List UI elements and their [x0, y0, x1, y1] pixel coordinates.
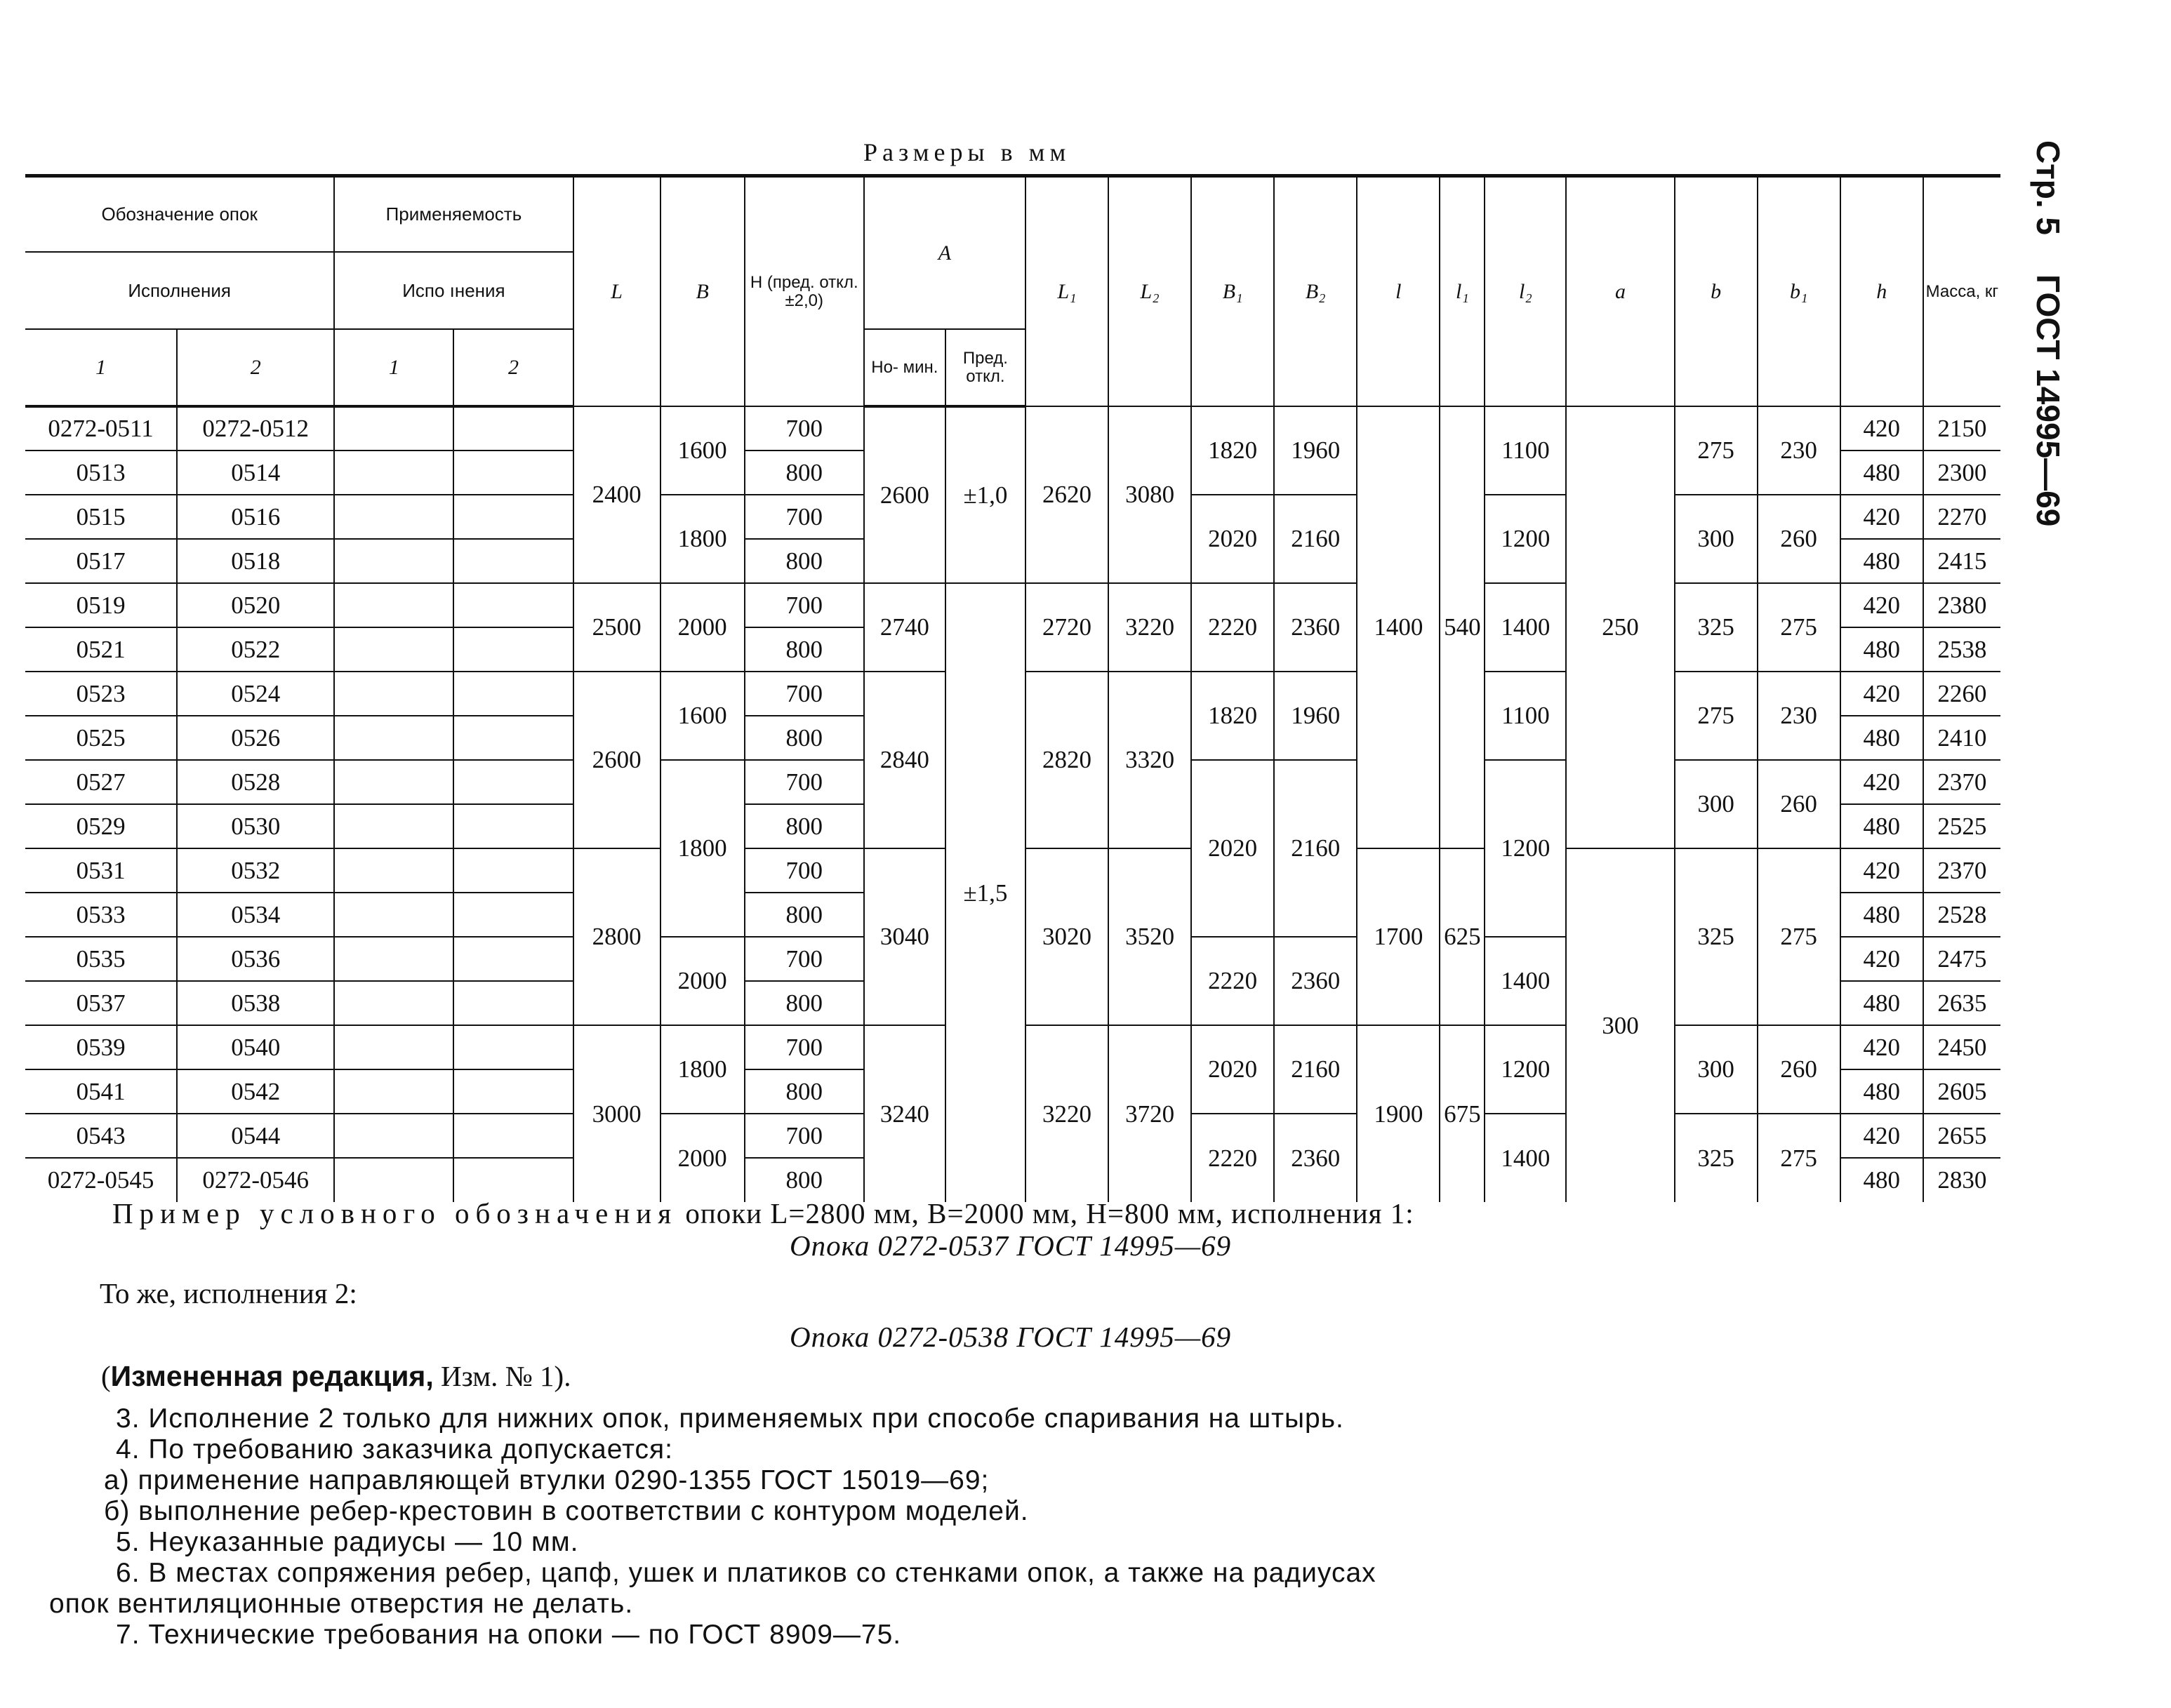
designation-2: 0540 [177, 1025, 334, 1069]
L2-cell: 3320 [1108, 672, 1191, 848]
l1-cell: 675 [1440, 1025, 1485, 1202]
b1-cell: 275 [1758, 583, 1840, 672]
applicability-1 [334, 539, 453, 583]
A-deviation-header: Пред. откл. [945, 329, 1025, 406]
applicability-1 [334, 495, 453, 539]
b1-cell: 275 [1758, 848, 1840, 1025]
l2-cell: 1200 [1485, 1025, 1566, 1114]
mass-cell: 2150 [1923, 406, 2000, 451]
designation-1: 0521 [25, 627, 177, 672]
designation-1: 0543 [25, 1114, 177, 1158]
mass-cell: 2380 [1923, 583, 2000, 627]
applicability-2 [453, 672, 573, 716]
h-cell: 420 [1840, 672, 1923, 716]
H-cell: 700 [745, 1025, 864, 1069]
applicability-1 [334, 848, 453, 893]
applicability-2 [453, 716, 573, 760]
designation-2: 0532 [177, 848, 334, 893]
applicability-2 [453, 760, 573, 804]
B1-cell: 1820 [1191, 672, 1274, 760]
note-3: 3. Исполнение 2 только для нижних опок, применяемых при способе спаривания на штырь. [116, 1403, 1344, 1434]
b-cell: 275 [1675, 672, 1758, 760]
B1-header: B₁ [1191, 178, 1274, 406]
L-cell: 2800 [573, 848, 660, 1025]
B1-cell: 2020 [1191, 760, 1274, 937]
applicability-2 [453, 406, 573, 451]
applicability-2 [453, 937, 573, 981]
designation-1: 0515 [25, 495, 177, 539]
h-cell: 480 [1840, 893, 1923, 937]
L2-cell: 3520 [1108, 848, 1191, 1025]
designation-2: 0518 [177, 539, 334, 583]
H-cell: 800 [745, 893, 864, 937]
applicability-2 [453, 893, 573, 937]
H-cell: 800 [745, 804, 864, 848]
B2-cell: 2360 [1274, 1114, 1357, 1202]
applicability-1 [334, 937, 453, 981]
A-header: A [864, 178, 1025, 329]
A-nominal-cell: 3040 [864, 848, 945, 1025]
h-header: h [1840, 178, 1923, 406]
edition-rest: Изм. № 1). [441, 1360, 571, 1392]
H-cell: 700 [745, 760, 864, 804]
designation-2: 0520 [177, 583, 334, 627]
mass-cell: 2538 [1923, 627, 2000, 672]
l2-cell: 1100 [1485, 672, 1566, 760]
h-cell: 480 [1840, 627, 1923, 672]
applicability-2 [453, 627, 573, 672]
h-cell: 420 [1840, 495, 1923, 539]
mass-cell: 2635 [1923, 981, 2000, 1025]
note-4b: б) выполнение ребер-крестовин в соответствии с контуром моделей. [104, 1496, 1029, 1526]
mass-cell: 2410 [1923, 716, 2000, 760]
b-cell: 325 [1675, 583, 1758, 672]
designation-1: 0535 [25, 937, 177, 981]
note-6-cont: опок вентиляционные отверстия не делать. [49, 1589, 634, 1619]
designation-1: 0539 [25, 1025, 177, 1069]
applicability-2 [453, 495, 573, 539]
applicability-1 [334, 760, 453, 804]
B-cell: 1600 [660, 672, 745, 760]
b1-cell: 230 [1758, 672, 1840, 760]
b-cell: 325 [1675, 1114, 1758, 1202]
h-cell: 480 [1840, 981, 1923, 1025]
designation-1: 0525 [25, 716, 177, 760]
applicability-1 [334, 672, 453, 716]
h-cell: 420 [1840, 937, 1923, 981]
l2-cell: 1400 [1485, 937, 1566, 1025]
L1-cell: 3220 [1025, 1025, 1108, 1202]
applicability-1 [334, 1158, 453, 1202]
designation-1: 0272-0545 [47, 1166, 154, 1194]
A-deviation-cell: ±1,5 [945, 583, 1025, 1202]
l2-cell: 1200 [1485, 495, 1566, 583]
h-cell: 420 [1840, 406, 1923, 451]
B-cell: 2000 [660, 1114, 745, 1202]
applicability-2 [453, 981, 573, 1025]
versions-header: Исполнения [25, 252, 334, 329]
applicability-2 [453, 539, 573, 583]
example-code-2: Опока 0272-0538 ГОСТ 14995—69 [790, 1321, 1232, 1353]
l-cell: 1700 [1357, 848, 1440, 1025]
H-cell: 800 [745, 981, 864, 1025]
designation-1: 0541 [25, 1069, 177, 1114]
B2-cell: 1960 [1274, 672, 1357, 760]
A-deviation-cell: ±1,0 [945, 406, 1025, 583]
designation-2: 0528 [177, 760, 334, 804]
h-cell: 480 [1840, 716, 1923, 760]
L2-cell: 3720 [1108, 1025, 1191, 1202]
designation-1: 0523 [25, 672, 177, 716]
b-cell: 300 [1675, 760, 1758, 848]
notes-section [42, 1197, 1993, 1650]
b-header: b [1675, 178, 1758, 406]
mass-cell: 2605 [1923, 1069, 2000, 1114]
designation-2: 0534 [177, 893, 334, 937]
l1-cell: 625 [1440, 848, 1485, 1025]
designation-2: 0272-0546 [177, 1158, 334, 1202]
a-header: a [1566, 178, 1674, 406]
example-text: опоки L=2800 мм, B=2000 мм, H=800 мм, исполнения 1: [685, 1197, 1414, 1229]
B1-cell: 2220 [1191, 583, 1274, 672]
mass-cell: 2260 [1923, 672, 2000, 716]
B2-cell: 2360 [1274, 583, 1357, 672]
B2-header: B₂ [1274, 178, 1357, 406]
mass-cell: 2830 [1923, 1158, 2000, 1202]
applicability-1 [334, 893, 453, 937]
page-number: Стр. 5 [2030, 140, 2066, 235]
applicability-1 [334, 1069, 453, 1114]
designation-2: 0526 [177, 716, 334, 760]
l-cell: 1400 [1357, 406, 1440, 848]
designation-1: 0272-0511 [25, 406, 177, 451]
B1-cell: 2020 [1191, 1025, 1274, 1114]
applicability-2 [453, 804, 573, 848]
applicability-1 [334, 804, 453, 848]
mass-cell: 2475 [1923, 937, 2000, 981]
B-cell: 1800 [660, 760, 745, 937]
designation-2: 0544 [177, 1114, 334, 1158]
applicability-2-header: 2 [453, 329, 573, 406]
note-6: 6. В местах сопряжения ребер, цапф, ушек и платиков со стенками опок, а также на радиусах [116, 1558, 1376, 1588]
B2-cell: 1960 [1274, 406, 1357, 495]
version-2-header: 2 [177, 329, 334, 406]
h-cell: 420 [1840, 760, 1923, 804]
A-nominal-cell: 2740 [864, 583, 945, 672]
B1-cell: 1820 [1191, 406, 1274, 495]
applicability-versions-header: Испо ıнения [334, 252, 573, 329]
edition-bold: Измененная редакция, [110, 1360, 434, 1392]
mass-cell: 2655 [1923, 1114, 2000, 1158]
example-code-1: Опока 0272-0537 ГОСТ 14995—69 [790, 1229, 1232, 1262]
b1-header: b₁ [1758, 178, 1840, 406]
designation-2: 0538 [177, 981, 334, 1025]
h-cell: 480 [1840, 539, 1923, 583]
applicability-1 [334, 1114, 453, 1158]
designation-2: 0272-0512 [177, 406, 334, 451]
B1-cell: 2220 [1191, 1114, 1274, 1202]
H-cell: 800 [745, 627, 864, 672]
mass-cell: 2300 [1923, 451, 2000, 495]
designation-1: 0531 [25, 848, 177, 893]
B-cell: 2000 [660, 583, 745, 672]
applicability-1 [334, 716, 453, 760]
mass-cell: 2415 [1923, 539, 2000, 583]
b1-cell: 260 [1758, 760, 1840, 848]
a-cell: 300 [1566, 848, 1674, 1202]
applicability-2 [453, 1114, 573, 1158]
b1-cell: 260 [1758, 1025, 1840, 1114]
h-cell: 480 [1840, 451, 1923, 495]
B-cell: 2000 [660, 937, 745, 1025]
applicability-1 [334, 451, 453, 495]
h-cell: 480 [1840, 1158, 1923, 1202]
B-cell: 1600 [660, 406, 745, 495]
H-cell: 800 [745, 1158, 864, 1202]
note-5: 5. Неуказанные радиусы — 10 мм. [116, 1527, 579, 1557]
H-header: H (пред. откл. ±2,0) [745, 178, 864, 406]
L1-cell: 2820 [1025, 672, 1108, 848]
H-cell: 800 [745, 539, 864, 583]
L-header: L [573, 178, 660, 406]
applicability-2 [453, 848, 573, 893]
h-cell: 420 [1840, 1025, 1923, 1069]
applicability-1 [334, 406, 453, 451]
A-nominal-header: Но- мин. [864, 329, 945, 406]
designation-1: 0519 [25, 583, 177, 627]
b-cell: 325 [1675, 848, 1758, 1025]
b1-cell: 260 [1758, 495, 1840, 583]
designation-2: 0530 [177, 804, 334, 848]
h-cell: 420 [1840, 848, 1923, 893]
L1-header: L₁ [1025, 178, 1108, 406]
applicability-1 [334, 981, 453, 1025]
L2-cell: 3080 [1108, 406, 1191, 583]
B2-cell: 2360 [1274, 937, 1357, 1025]
notes-list [42, 1403, 1993, 1650]
designation-1: 0517 [25, 539, 177, 583]
applicability-1 [334, 627, 453, 672]
applicability-2 [453, 1069, 573, 1114]
b-cell: 300 [1675, 495, 1758, 583]
H-cell: 700 [745, 583, 864, 627]
designation-2: 0542 [177, 1069, 334, 1114]
note-4a: а) применение направляющей втулки 0290-1355 ГОСТ 15019—69; [104, 1465, 990, 1495]
l-cell: 1900 [1357, 1025, 1440, 1202]
designation-2: 0536 [177, 937, 334, 981]
edition-note: (Измененная редакция, Изм. № 1). [101, 1360, 571, 1392]
applicability-2 [453, 451, 573, 495]
l2-cell: 1400 [1485, 583, 1566, 672]
side-header [2011, 140, 2123, 533]
A-nominal-cell: 3240 [864, 1025, 945, 1202]
applicability-1 [334, 1025, 453, 1069]
mass-cell: 2528 [1923, 893, 2000, 937]
b1-cell: 230 [1758, 406, 1840, 495]
B-cell: 1800 [660, 495, 745, 583]
example-line [42, 1197, 1993, 1229]
l-header: l [1357, 178, 1440, 406]
h-cell: 420 [1840, 583, 1923, 627]
note-7: 7. Технические требования на опоки — по ГОСТ 8909—75. [116, 1620, 902, 1650]
A-nominal-cell: 2840 [864, 672, 945, 848]
l1-header: l₁ [1440, 178, 1485, 406]
example-prefix: Пример условного обозначения [112, 1197, 678, 1229]
B1-cell: 2220 [1191, 937, 1274, 1025]
applicability-1-header: 1 [334, 329, 453, 406]
l2-cell: 1100 [1485, 406, 1566, 495]
designation-2: 0516 [177, 495, 334, 539]
B-cell: 1800 [660, 1025, 745, 1114]
L1-cell: 3020 [1025, 848, 1108, 1025]
mass-cell: 2370 [1923, 848, 2000, 893]
H-cell: 700 [745, 672, 864, 716]
h-cell: 420 [1840, 1114, 1923, 1158]
l2-cell: 1400 [1485, 1114, 1566, 1202]
H-cell: 700 [745, 848, 864, 893]
h-cell: 480 [1840, 804, 1923, 848]
applicability-2 [453, 583, 573, 627]
B2-cell: 2160 [1274, 1025, 1357, 1114]
applicability-2 [453, 1158, 573, 1202]
designation-2: 0524 [177, 672, 334, 716]
b-cell: 300 [1675, 1025, 1758, 1114]
l2-cell: 1200 [1485, 760, 1566, 937]
B1-cell: 2020 [1191, 495, 1274, 583]
H-cell: 700 [745, 495, 864, 539]
mass-cell: 2525 [1923, 804, 2000, 848]
standard-number: ГОСТ 14995—69 [2030, 274, 2066, 527]
H-cell: 800 [745, 716, 864, 760]
H-cell: 800 [745, 1069, 864, 1114]
applicability-1 [334, 583, 453, 627]
flask-dimensions-table [25, 178, 2000, 1202]
B2-cell: 2160 [1274, 495, 1357, 583]
note-4: 4. По требованию заказчика допускается: [116, 1434, 674, 1465]
same-label: То же, исполнения 2: [100, 1277, 357, 1309]
designation-1: 0537 [25, 981, 177, 1025]
applicability-header: Применяемость [334, 178, 573, 252]
B2-cell: 2160 [1274, 760, 1357, 937]
mass-header: Масса, кг [1923, 178, 2000, 406]
designation-2: 0514 [177, 451, 334, 495]
L-cell: 2500 [573, 583, 660, 672]
h-cell: 480 [1840, 1069, 1923, 1114]
H-cell: 700 [745, 406, 864, 451]
designation-1: 0533 [25, 893, 177, 937]
l1-cell: 540 [1440, 406, 1485, 848]
L-cell: 3000 [573, 1025, 660, 1202]
mass-cell: 2370 [1923, 760, 2000, 804]
designation-1: 0513 [25, 451, 177, 495]
B-header: B [660, 178, 745, 406]
b-cell: 275 [1675, 406, 1758, 495]
designation-2: 0522 [177, 627, 334, 672]
designation-1: 0527 [25, 760, 177, 804]
H-cell: 800 [745, 451, 864, 495]
L2-cell: 3220 [1108, 583, 1191, 672]
designation-header: Обозначение опок [25, 178, 334, 252]
H-cell: 700 [745, 937, 864, 981]
L-cell: 2400 [573, 406, 660, 583]
version-1-header: 1 [25, 329, 177, 406]
mass-cell: 2270 [1923, 495, 2000, 539]
mass-cell: 2450 [1923, 1025, 2000, 1069]
A-nominal-cell: 2600 [864, 406, 945, 583]
H-cell: 700 [745, 1114, 864, 1158]
L-cell: 2600 [573, 672, 660, 848]
applicability-2 [453, 1025, 573, 1069]
L1-cell: 2720 [1025, 583, 1108, 672]
designation-1: 0529 [25, 804, 177, 848]
b1-cell: 275 [1758, 1114, 1840, 1202]
L2-header: L₂ [1108, 178, 1191, 406]
a-cell: 250 [1566, 406, 1674, 848]
l2-header: l₂ [1485, 178, 1566, 406]
sizes-caption: Размеры в мм [863, 138, 1071, 166]
L1-cell: 2620 [1025, 406, 1108, 583]
